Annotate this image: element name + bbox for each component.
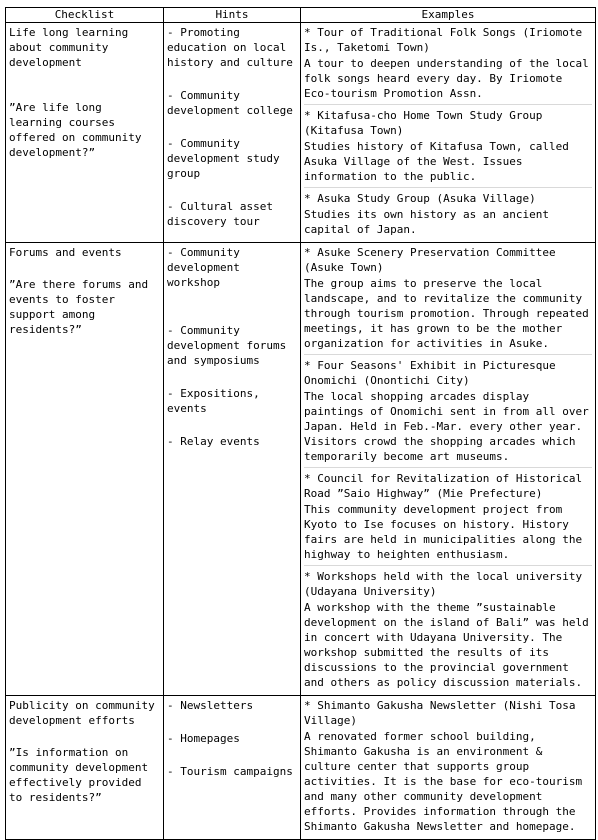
example-title: * Workshops held with the local university (Udayana University)	[304, 570, 583, 598]
checklist-question: ”Are life long learning courses offered on community development?”	[9, 101, 142, 159]
example-description: A renovated former school building, Shimanto Gakusha is an environment & culture center that supports group activities. It is the base for eco-tourism and many other community development efforts. Provides information through the Shimanto Gakusha Newsletter and homepage.	[304, 730, 583, 833]
checklist-title: Life long learning about community development	[9, 26, 129, 69]
table-row	[6, 23, 596, 243]
example-description: A tour to deepen understanding of the local folk songs heard every day. By Iriomote Eco-tourism Promotion Assn.	[304, 57, 589, 100]
example-title: * Council for Revitalization of Historical Road ”Saio Highway” (Mie Prefecture)	[304, 472, 583, 500]
hints-cell	[164, 23, 301, 243]
example-description: The local shopping arcades display paintings of Onomichi sent in from all over Japan. Held in Feb.-Mar. every other year. Visitors crowd the shopping arcades which temporarily become art museums.	[304, 390, 589, 463]
examples-cell	[301, 243, 596, 696]
hint-item: - Community development study group	[167, 137, 280, 180]
header-examples: Examples	[301, 8, 596, 23]
example-entry	[304, 354, 592, 464]
checklist-question: ”Are there forums and events to foster support among residents?”	[9, 278, 149, 336]
checklist-table	[5, 7, 596, 840]
hint-item: - Tourism campaigns	[167, 765, 293, 778]
example-description: Studies history of Kitafusa Town, called Asuka Village of the West. Issues information to the public.	[304, 140, 569, 183]
example-description: A workshop with the theme ”sustainable development on the island of Bali” was held in concert with Udayana University. The workshop submitted the results of its discussions to the provincial government and others as policy discussion materials.	[304, 601, 589, 689]
examples-cell	[301, 696, 596, 840]
example-entry	[304, 187, 592, 237]
hint-item: - Newsletters	[167, 699, 254, 712]
table-row	[6, 696, 596, 840]
example-description: The group aims to preserve the local landscape, and to revitalize the community through tourism promotion. Through repeated meetings, it has grown to be the mother organization for activities in Asuke.	[304, 277, 589, 350]
example-entry	[304, 245, 592, 351]
example-title: * Four Seasons' Exhibit in Picturesque Onomichi (Onontichi City)	[304, 359, 556, 387]
header-row	[6, 8, 596, 23]
checklist-question: ”Is information on community development effectively provided to residents?”	[9, 746, 149, 804]
hint-item: - Expositions, events	[167, 387, 260, 415]
example-entry	[304, 565, 592, 690]
hint-item: - Community development workshop	[167, 246, 240, 289]
header-checklist: Checklist	[6, 8, 164, 23]
checklist-cell	[6, 23, 164, 243]
example-entry	[304, 25, 592, 101]
checklist-cell	[6, 696, 164, 840]
example-title: * Asuke Scenery Preservation Committee (Asuke Town)	[304, 246, 556, 274]
example-title: * Asuka Study Group (Asuka Village)	[304, 192, 536, 205]
example-entry	[304, 104, 592, 184]
example-entry	[304, 467, 592, 562]
hint-item: - Homepages	[167, 732, 240, 745]
checklist-title: Forums and events	[9, 246, 122, 259]
example-title: * Shimanto Gakusha Newsletter (Nishi Tosa Village)	[304, 699, 576, 727]
hint-item: - Promoting education on local history and culture	[167, 26, 293, 69]
hint-item: - Community development forums and symposiums	[167, 324, 287, 367]
header-hints: Hints	[164, 8, 301, 23]
example-entry	[304, 698, 592, 834]
hint-item: - Relay events	[167, 435, 260, 448]
example-title: * Tour of Traditional Folk Songs (Iriomote Is., Taketomi Town)	[304, 26, 583, 54]
table-row	[6, 243, 596, 696]
hints-cell	[164, 243, 301, 696]
example-title: * Kitafusa-cho Home Town Study Group (Kitafusa Town)	[304, 109, 543, 137]
example-description: This community development project from Kyoto to Ise focuses on history. History fairs are held in municipalities along the highway to heighten enthusiasm.	[304, 503, 583, 561]
checklist-title: Publicity on community development efforts	[9, 699, 155, 727]
hints-cell	[164, 696, 301, 840]
example-description: Studies its own history as an ancient capital of Japan.	[304, 208, 550, 236]
hint-item: - Community development college	[167, 89, 293, 117]
hint-item: - Cultural asset discovery tour	[167, 200, 273, 228]
examples-cell	[301, 23, 596, 243]
checklist-cell	[6, 243, 164, 696]
